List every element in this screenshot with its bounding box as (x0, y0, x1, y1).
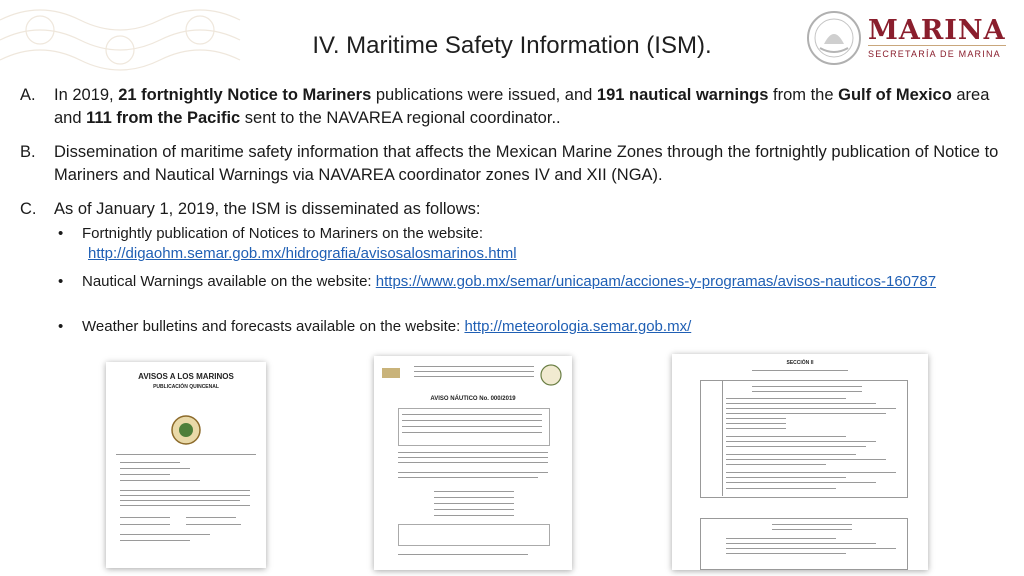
bullet-dot: • (58, 273, 64, 290)
item-b-letter: B. (20, 143, 36, 161)
item-a-part: In 2019, (54, 86, 119, 104)
bullet-text: Nautical Warnings available on the website: (82, 273, 376, 290)
thumbnail-subtitle: PUBLICACIÓN QUINCENAL (153, 384, 219, 390)
item-a-bold: Gulf of Mexico (838, 86, 952, 104)
bullet-item (58, 272, 968, 292)
nautical-warnings-link[interactable]: https://www.gob.mx/semar/unicapam/acciones-y-programas/avisos-nauticos-160787 (375, 273, 937, 290)
item-b (20, 141, 1010, 187)
item-a-letter: A. (20, 86, 36, 104)
seal-icon (540, 364, 562, 386)
national-seal-icon (806, 10, 862, 66)
item-c (20, 198, 1010, 221)
item-a-bold: 21 fortnightly Notice to Mariners (118, 86, 372, 104)
navarea-warnings-thumbnail (672, 354, 928, 570)
item-b-text: Dissemination of maritime safety information that affects the Mexican Marine Zones through the fortnightly publication of Notice to Mariners and Nautical Warnings via NAVAREA coordinator zones IV and XII (NGA). (54, 143, 999, 184)
item-c-text: As of January 1, 2019, the ISM is disseminated as follows: (54, 200, 481, 218)
thumbnail-title: SECCIÓN II (786, 360, 814, 366)
thumbnail-title: AVISO NÁUTICO No. 000/2019 (430, 396, 516, 402)
bullet-text: Weather bulletins and forecasts available on the website: (82, 318, 465, 335)
slide-title: IV. Maritime Safety Information (ISM). (312, 32, 712, 59)
item-a-part: publications were issued, and (371, 86, 597, 104)
bullet-item (58, 224, 998, 264)
notices-link[interactable]: http://digaohm.semar.gob.mx/hidrografia/avisosalosmarinos.html (88, 245, 517, 262)
brand-name: MARINA (868, 15, 1006, 46)
seal-icon (170, 414, 202, 446)
notice-to-mariners-thumbnail (106, 362, 266, 568)
item-a (20, 84, 1010, 130)
item-a-bold: 191 nautical warnings (596, 86, 769, 104)
thumbnail-title: AVISOS A LOS MARINOS (138, 372, 234, 381)
bullet-item (58, 317, 998, 337)
item-c-letter: C. (20, 200, 37, 218)
item-a-bold: 111 from the Pacific (86, 109, 241, 127)
bullet-text: Fortnightly publication of Notices to Mariners on the website: (82, 225, 484, 242)
meteorology-link[interactable]: http://meteorologia.semar.gob.mx/ (464, 318, 692, 335)
nautical-warning-thumbnail (374, 356, 572, 570)
bullet-dot: • (58, 318, 64, 335)
item-a-part: area and (54, 86, 990, 127)
item-a-part: sent to the NAVAREA regional coordinator.. (240, 109, 561, 127)
item-a-part: from the (768, 86, 839, 104)
item-a-text (54, 84, 1010, 130)
bullet-dot: • (58, 225, 64, 242)
marina-logo (806, 10, 1016, 66)
brand-subtitle: SECRETARÍA DE MARINA (868, 45, 1006, 59)
